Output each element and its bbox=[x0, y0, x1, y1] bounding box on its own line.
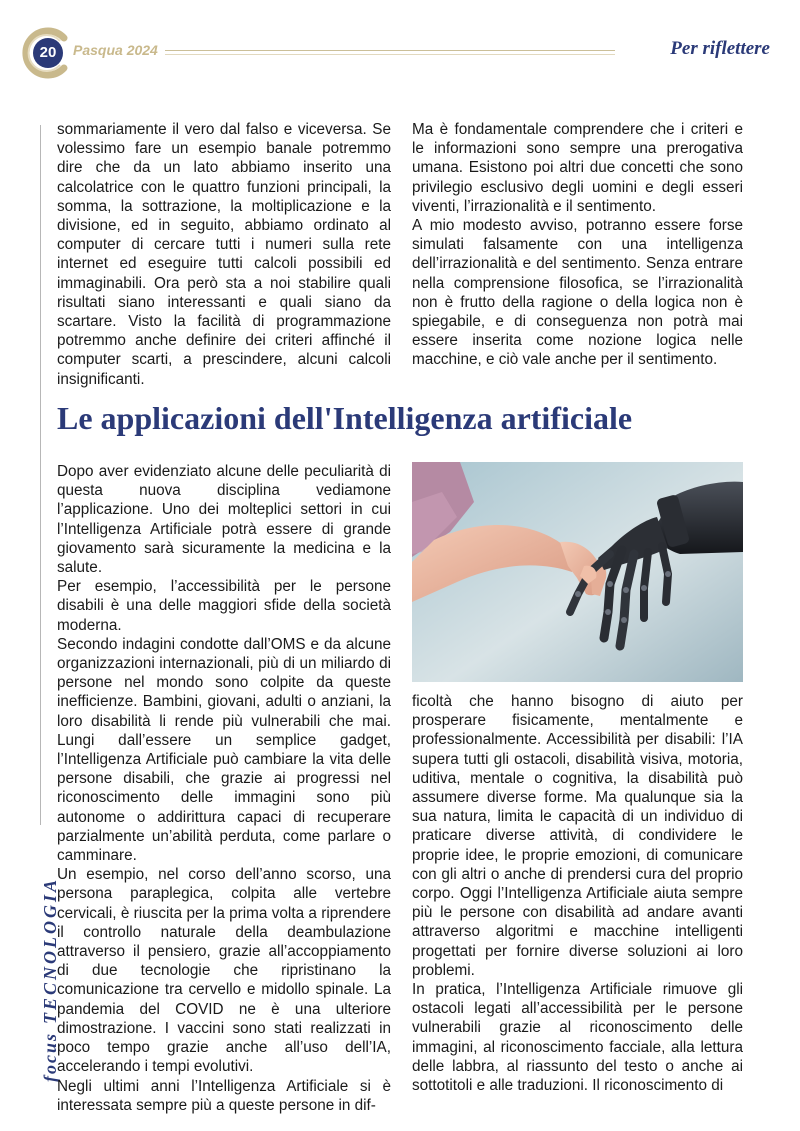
paragraph: Dopo aver evidenziato alcune delle peculiarità di questa nuova disciplina vediamone l’applicazione. Uno dei molteplici settori in cui l’Intelligenza Artificiale potrà essere di grande giovamento sarà sicuramente la medicina e la salute. bbox=[57, 463, 391, 577]
paragraph: sommariamente il vero dal falso e viceversa. Se volessimo fare un esempio banale potremmo dire che da un lato abbiamo inserito una calcolatrice con le quattro funzioni principali, la somma, la sottrazione, la moltiplicazione e la divisione, ed in seguito, abbiamo ordinato al computer di cercare tutti i numeri sulla rete internet ed eseguire tutti calcoli possibili ed immaginabili. Ora però sta a noi stabilire quali risultati siano interessanti e quali siano da scartare. Visto la facilità di programmazione potremmo anche definire dei criteri affinché il computer scarti, a prescindere, alcuni calcoli insignificanti. bbox=[57, 121, 391, 388]
article-column-top-left bbox=[57, 120, 391, 389]
page-number: 20 bbox=[33, 38, 63, 68]
section-title: Per riflettere bbox=[670, 38, 770, 59]
article-photo bbox=[412, 462, 743, 682]
paragraph: Negli ultimi anni l’Intelligenza Artificiale si è interessata sempre più a queste persone in dif- bbox=[57, 1077, 391, 1114]
article-column-bottom-left bbox=[57, 462, 391, 1115]
paragraph: Ma è fondamentale comprendere che i criteri e le informazioni sono sempre una prerogativa umana. Esistono poi altri due concetti che sono privilegio esclusivo degli uomini e degli esseri viventi, l’irrazionalità e il sentimento. bbox=[412, 121, 743, 215]
header-divider-secondary bbox=[165, 54, 615, 55]
left-rail-line bbox=[40, 125, 41, 825]
header-divider bbox=[165, 50, 615, 51]
paragraph: Per esempio, l’accessibilità per le persone disabili è una delle maggiori sfide della società moderna. bbox=[57, 578, 391, 634]
paragraph: In pratica, l’Intelligenza Artificiale rimuove gli ostacoli legati all’accessibilità per le persone vulnerabili grazie al riconoscimento delle immagini, al riconoscimento facciale, alla lettura delle labbra, al riassunto del testo o anche ai sottotitoli e alle traduzioni. Il riconoscimento di bbox=[412, 981, 743, 1095]
page-header bbox=[0, 0, 800, 90]
vertical-focus-word: focus bbox=[40, 1032, 60, 1082]
vertical-topic-word: TECNOLOGIA bbox=[40, 876, 60, 1024]
issue-label: Pasqua 2024 bbox=[73, 42, 158, 58]
article-headline: Le applicazioni dell'Intelligenza artificiale bbox=[57, 400, 633, 436]
paragraph: Secondo indagini condotte dall’OMS e da alcune organizzazioni internazionali, più di un miliardo di persone nel mondo sono colpite da queste inefficienze. Bambini, giovani, adulti o anziani, la loro disabilità li rende più vulnerabili che mai. Lungi dall’essere un semplice gadget, l’Intelligenza Artificiale può cambiare la vita delle persone disabili, che grazie ai progressi nel riconoscimento delle immagini sono più autonome o addirittura capaci di recuperare parzialmente un’abilità perduta, come parlare o camminare. bbox=[57, 635, 391, 865]
paragraph: A mio modesto avviso, potranno essere forse simulati falsamente con una intelligenza dell’irrazionalità e del sentimento. Senza entrare nella comprensione filosofica, se l’irrazionalità non è frutto della ragione o della logica non è spiegabile, e di conseguenza non potrà mai essere inserita come nozione logica nelle macchine, e ciò vale anche per il sentimento. bbox=[412, 217, 743, 369]
article-column-top-right bbox=[412, 120, 743, 370]
article-column-bottom-right bbox=[412, 692, 743, 1095]
paragraph: Un esempio, nel corso dell’anno scorso, una persona paraplegica, colpita alle vertebre cervicali, è riuscita per la prima volta a riprendere il controllo naturale della deambulazione attraverso il pensiero, grazie all’accoppiamento di due tecnologie che ripristinano la comunicazione tra cervello e midollo spinale. La pandemia del COVID ne è una ulteriore dimostrazione. I vaccini sono stati realizzati in poco tempo grazie anche all’uso dell’IA, accelerando i tempi evolutivi. bbox=[57, 866, 391, 1076]
paragraph: ficoltà che hanno bisogno di aiuto per prosperare fisicamente, mentalmente e professionalmente. Accessibilità per disabili: l’IA supera tutti gli ostacoli, disabilità visiva, motoria, uditiva, mentale o cognitiva, la disabilità può assumere diverse forme. Ma qualunque sia la sua natura, limita le capacità di un individuo di praticare diverse attività, di condividere le proprie idee, le proprie emozioni, di comunicare con gli altri o anche di prendersi cura del proprio corpo. Oggi l’Intelligenza Artificiale aiuta sempre più le persone con disabilità ad andare avanti attraverso algoritmi e macchine intelligenti progettati per fornire diverse soluzioni ai loro problemi. bbox=[412, 693, 743, 979]
